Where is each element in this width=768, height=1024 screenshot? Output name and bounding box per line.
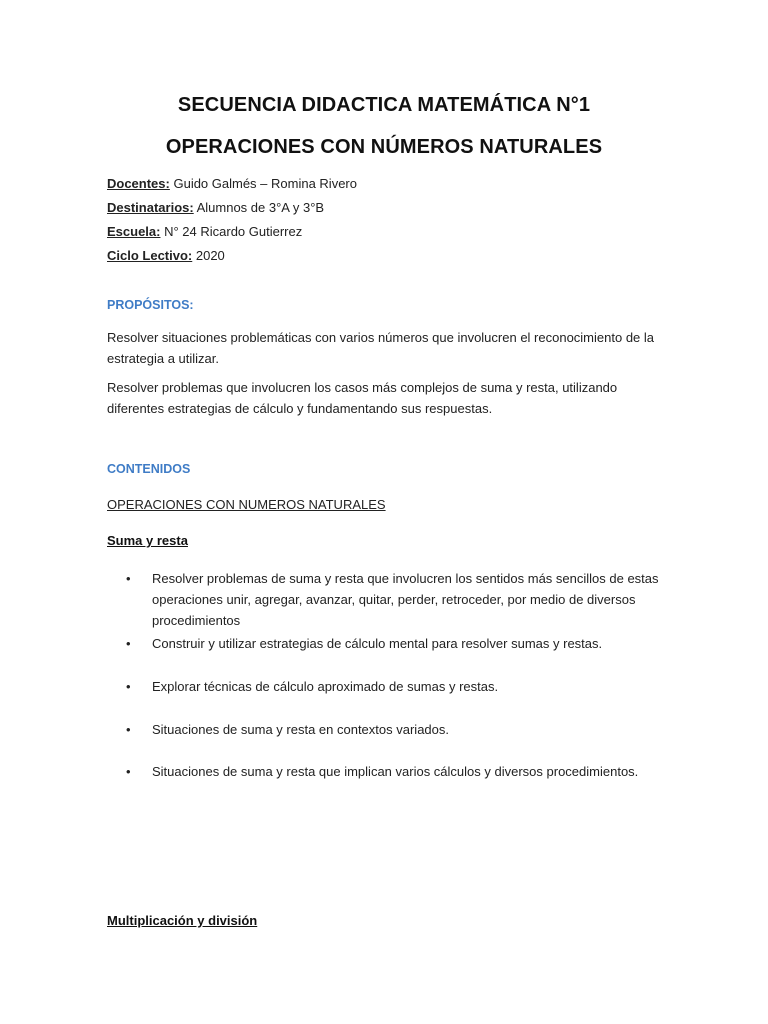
docentes-label: Docentes:	[107, 176, 170, 191]
suma-resta-heading: Suma y resta	[107, 533, 188, 548]
list-item	[126, 761, 666, 782]
multiplicacion-heading: Multiplicación y división	[107, 913, 258, 928]
bullet-dot-icon: •	[126, 636, 131, 651]
escuela-label: Escuela:	[107, 224, 161, 239]
document-subtitle: OPERACIONES CON NÚMEROS NATURALES	[165, 136, 603, 158]
bullet-dot-icon: •	[126, 571, 131, 586]
bullet-dot-icon: •	[126, 679, 131, 694]
docentes-value: Guido Galmés – Romina Rivero	[169, 176, 357, 191]
ciclo-label: Ciclo Lectivo:	[107, 248, 193, 263]
list-item	[126, 568, 666, 631]
destinatarios-value: Alumnos de 3°A y 3°B	[193, 200, 325, 215]
propositos-paragraph-2: Resolver problemas que involucren los casos más complejos de suma y resta, utilizando diferentes estrategias de cálculo y fundamentando sus respuestas.	[107, 380, 618, 416]
meta-ciclo-lectivo	[107, 248, 225, 263]
propositos-paragraph-1: Resolver situaciones problemáticas con varios números que involucren el reconocimiento de la estrategia a utilizar.	[107, 330, 655, 366]
meta-destinatarios	[107, 200, 324, 215]
list-item	[126, 633, 666, 654]
document-title: SECUENCIA DIDACTICA MATEMÁTICA N°1	[177, 94, 591, 116]
list-item	[126, 676, 666, 697]
list-item	[126, 719, 666, 740]
ciclo-value: 2020	[192, 248, 225, 263]
list-item-text: Resolver problemas de suma y resta que involucren los sentidos más sencillos de estas operaciones unir, agregar, avanzar, quitar, perder, retroceder, por medio de diversos procedimientos	[152, 571, 659, 628]
bullet-dot-icon: •	[126, 764, 131, 779]
bullet-dot-icon: •	[126, 722, 131, 737]
escuela-value: N° 24 Ricardo Gutierrez	[160, 224, 303, 239]
propositos-heading: PROPÓSITOS:	[107, 298, 194, 312]
meta-escuela	[107, 224, 302, 239]
list-item-text: Construir y utilizar estrategias de cálculo mental para resolver sumas y restas.	[152, 636, 603, 651]
contenidos-heading: CONTENIDOS	[107, 462, 191, 476]
list-item-text: Explorar técnicas de cálculo aproximado de sumas y restas.	[152, 679, 499, 694]
destinatarios-label: Destinatarios:	[107, 200, 194, 215]
contenidos-subheading: OPERACIONES CON NUMEROS NATURALES	[107, 497, 386, 512]
meta-docentes	[107, 176, 357, 191]
list-item-text: Situaciones de suma y resta que implican varios cálculos y diversos procedimientos.	[152, 764, 639, 779]
list-item-text: Situaciones de suma y resta en contextos variados.	[152, 722, 449, 737]
